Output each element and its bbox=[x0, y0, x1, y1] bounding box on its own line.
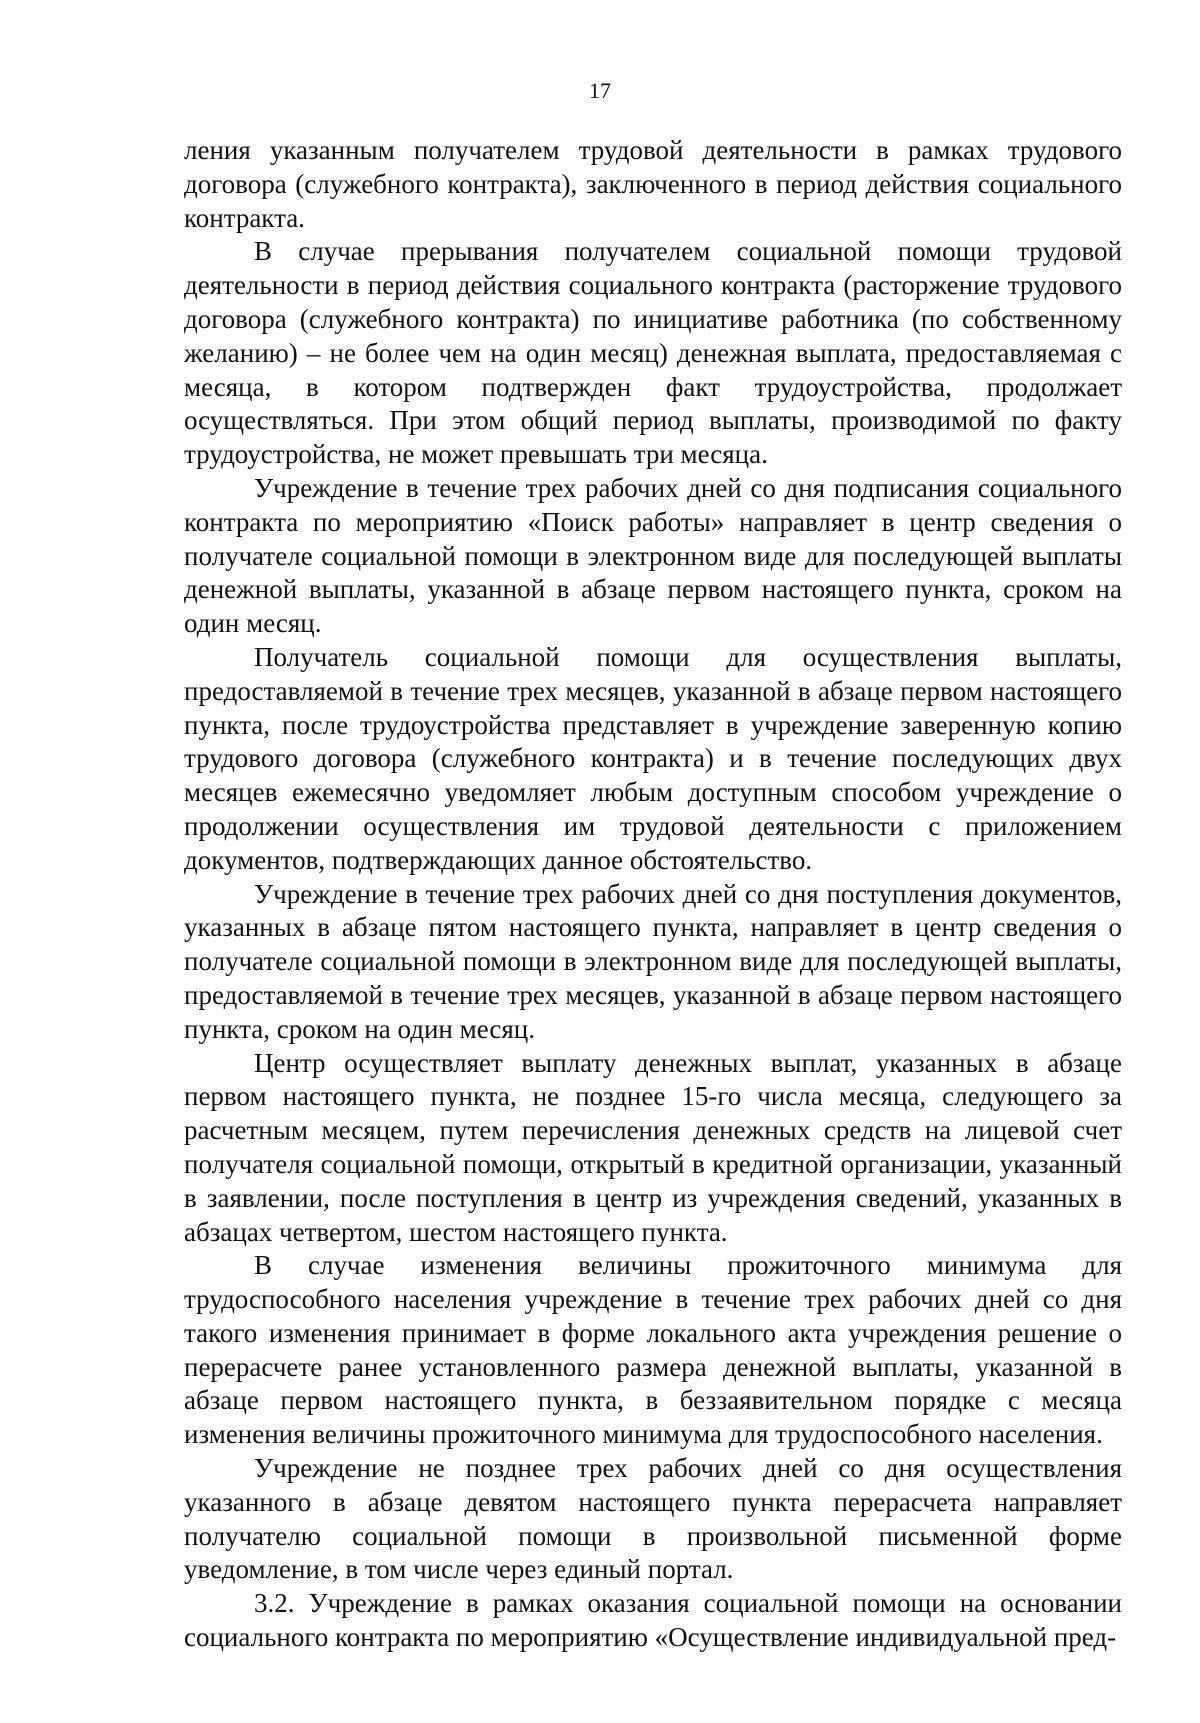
paragraph-section-3-2: 3.2. Учреждение в рамках оказания социальной помощи на основании социального контракта по мероприятию «Осуществление индивидуальной пред- bbox=[184, 1588, 1122, 1653]
paragraph-payment-procedure: Центр осуществляет выплату денежных выплат, указанных в абзаце первом настоящего пункта, не позднее 15-го числа месяца, следующего за расчетным месяцем, путем перечисления денежных средств на лицевой счет получателя социальной помощи, открытый в кредитной организации, указанный в заявлении, после поступления в центр из учреждения сведений, указанных в абзацах четвертом, шестом настоящего пункта. bbox=[184, 1047, 1122, 1247]
paragraph-employment-interruption: В случае прерывания получателем социальной помощи трудовой деятельности в период действия социального контракта (расторжение трудового договора (служебного контракта) по инициативе работника (по собственному желанию) – не более чем на один месяц) денежная выплата, предоставляемая с месяца, в котором подтвержден факт трудоустройства, продолжает осуществляться. При этом общий период выплаты, производимой по факту трудоустройства, не может превышать три месяца. bbox=[184, 236, 1122, 470]
paragraph-recalculation-notice: Учреждение не позднее трех рабочих дней со дня осуществления указанного в абзаце девятом настоящего пункта перерасчета направляет получателю социальной помощи в произвольной письменной форме уведомление, в том числе через единый портал. bbox=[184, 1453, 1122, 1585]
paragraph-subsistence-change: В случае изменения величины прожиточного минимума для трудоспособного населения учреждение в течение трех рабочих дней со дня такого изменения принимает в форме локального акта учреждения решение о перерасчете ранее установленного размера денежной выплаты, указанной в абзаце первом настоящего пункта, в беззаявительном порядке с месяца изменения величины прожиточного минимума для трудоспособного населения. bbox=[184, 1250, 1122, 1450]
paragraph-job-search-notice: Учреждение в течение трех рабочих дней со дня подписания социального контракта по мероприятию «Поиск работы» направляет в центр сведения о получателе социальной помощи в электронном виде для последующей выплаты денежной выплаты, указанной в абзаце первом настоящего пункта, сроком на один месяц. bbox=[184, 472, 1122, 639]
document-body bbox=[184, 134, 1122, 1655]
paragraph-document-receipt: Учреждение в течение трех рабочих дней со дня поступления документов, указанных в абзаце пятом настоящего пункта, направляет в центр сведения о получателе социальной помощи в электронном виде для последующей выплаты, предоставляемой в течение трех месяцев, указанной в абзаце первом настоящего пункта, сроком на один месяц. bbox=[184, 878, 1122, 1044]
paragraph-recipient-documents: Получатель социальной помощи для осуществления выплаты, предоставляемой в течение трех месяцев, указанной в абзаце первом настоящего пункта, после трудоустройства представляет в учреждение заверенную копию трудового договора (служебного контракта) и в течение последующих двух месяцев ежемесячно уведомляет любым доступным способом учреждение о продолжении осуществления им трудовой деятельности с приложением документов, подтверждающих данное обстоятельство. bbox=[184, 641, 1122, 875]
paragraph-continuation: ления указанным получателем трудовой деятельности в рамках трудового договора (служебного контракта), заключенного в период действия социального контракта. bbox=[184, 135, 1122, 233]
page-number: 17 bbox=[589, 78, 611, 103]
